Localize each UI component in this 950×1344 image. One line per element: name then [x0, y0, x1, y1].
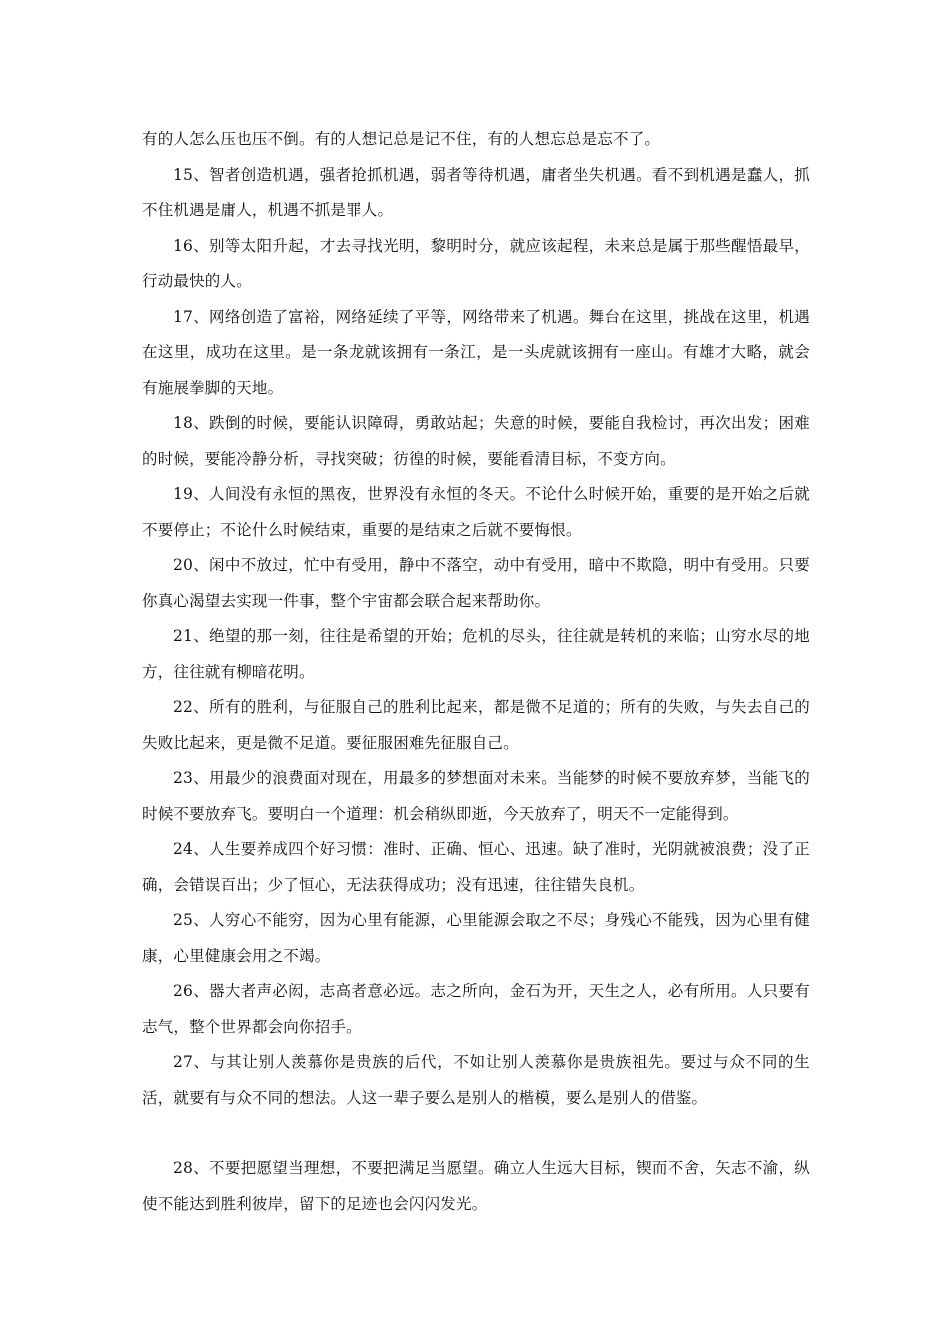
paragraph-15: 15、智者创造机遇，强者抢抓机遇，弱者等待机遇，庸者坐失机遇。看不到机遇是蠢人，抓不住机遇是庸人，机遇不抓是罪人。 — [142, 165, 810, 219]
paragraph-25: 25、人穷心不能穷，因为心里有能源，心里能源会取之不尽；身残心不能残，因为心里有健康，心里健康会用之不竭。 — [142, 911, 810, 965]
paragraph-16: 16、别等太阳升起，才去寻找光明，黎明时分，就应该起程，未来总是属于那些醒悟最早，行动最快的人。 — [142, 236, 810, 290]
paragraph-28: 28、不要把愿望当理想，不要把满足当愿望。确立人生远大目标，锲而不舍，矢志不渝，纵使不能达到胜利彼岸，留下的足迹也会闪闪发光。 — [142, 1159, 810, 1213]
paragraph-22: 22、所有的胜利，与征服自己的胜利比起来，都是微不足道的；所有的失败，与失去自己的失败比起来，更是微不足道。要征服困难先征服自己。 — [142, 698, 810, 752]
paragraph-24: 24、人生要养成四个好习惯：准时、正确、恒心、迅速。缺了准时，光阴就被浪费；没了正确，会错误百出；少了恒心，无法获得成功；没有迅速，往往错失良机。 — [142, 840, 810, 894]
document-body — [142, 122, 810, 1222]
paragraph-continuation: 有的人怎么压也压不倒。有的人想记总是记不住，有的人想忘总是忘不了。 — [142, 130, 661, 148]
paragraph-20: 20、闲中不放过，忙中有受用，静中不落空，动中有受用，暗中不欺隐，明中有受用。只要你真心渴望去实现一件事，整个宇宙都会联合起来帮助你。 — [142, 556, 810, 610]
paragraph-19: 19、人间没有永恒的黑夜，世界没有永恒的冬天。不论什么时候开始，重要的是开始之后就不要停止；不论什么时候结束，重要的是结束之后就不要悔恨。 — [142, 485, 810, 539]
paragraph-18: 18、跌倒的时候，要能认识障碍，勇敢站起；失意的时候，要能自我检讨，再次出发；困难的时候，要能冷静分析，寻找突破；彷徨的时候，要能看清目标，不变方向。 — [142, 414, 810, 468]
paragraph-23: 23、用最少的浪费面对现在，用最多的梦想面对未来。当能梦的时候不要放弃梦，当能飞的时候不要放弃飞。要明白一个道理：机会稍纵即逝，今天放弃了，明天不一定能得到。 — [142, 769, 810, 823]
paragraph-17: 17、网络创造了富裕，网络延续了平等，网络带来了机遇。舞台在这里，挑战在这里，机遇在这里，成功在这里。是一条龙就该拥有一条江，是一头虎就该拥有一座山。有雄才大略，就会有施展拳脚的天地。 — [142, 307, 810, 397]
paragraph-27: 27、与其让别人羡慕你是贵族的后代，不如让别人羡慕你是贵族祖先。要过与众不同的生活，就要有与众不同的想法。人这一辈子要么是别人的楷模，要么是别人的借鉴。 — [142, 1053, 810, 1107]
paragraph-26: 26、器大者声必闳，志高者意必远。志之所向，金石为开，天生之人，必有所用。人只要有志气，整个世界都会向你招手。 — [142, 982, 810, 1036]
paragraph-21: 21、绝望的那一刻，往往是希望的开始；危机的尽头，往往就是转机的来临；山穷水尽的地方，往往就有柳暗花明。 — [142, 627, 810, 681]
